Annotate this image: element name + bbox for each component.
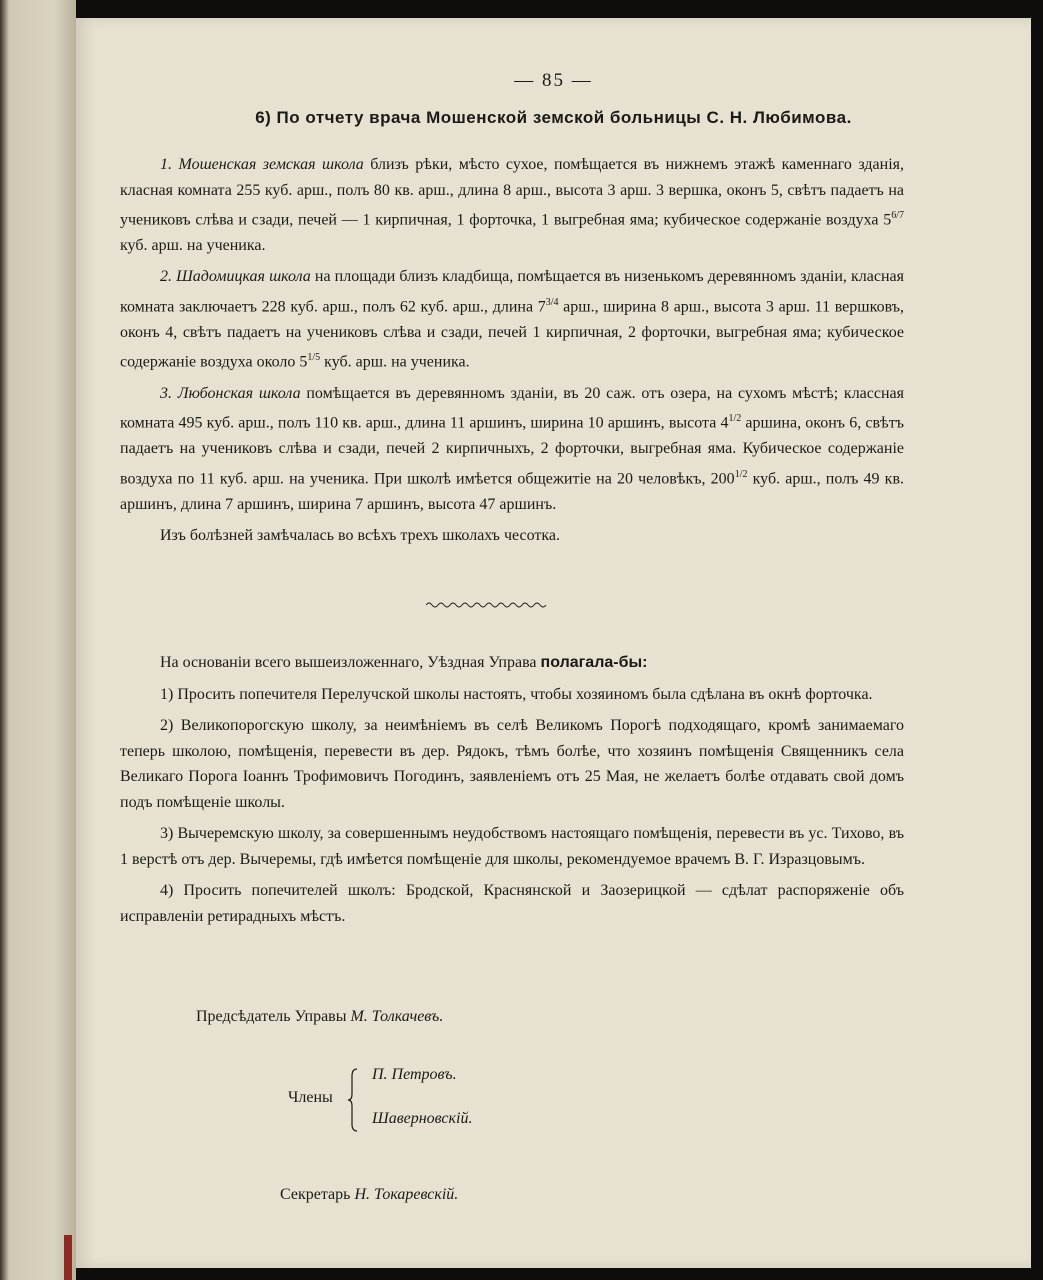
disease-note: Изъ болѣзней замѣчалась во всѣхъ трехъ школахъ чесотка. bbox=[160, 527, 561, 545]
secretary-label: Секретарь bbox=[280, 1186, 355, 1203]
school-text: арш., ширина 8 арш., высота 3 арш. 11 вершковъ, оконъ 4, свѣтъ падаетъ на учениковъ слѣва и сзади, печей 1 кирпичная, 2 форточки, выгребная яма; кубическое содержаніе воздуха около 5 bbox=[120, 298, 904, 371]
brace-icon bbox=[348, 1068, 358, 1132]
fraction: 3/4 bbox=[545, 296, 559, 308]
chair-label: Предсѣдатель Управы bbox=[196, 1008, 351, 1025]
resolution-intro bbox=[120, 650, 904, 676]
school-text: на площади близъ кладбища, помѣщается въ низенькомъ деревянномъ зданіи, класная комната заключаетъ 228 куб. арш., полъ 62 куб. арш., длина 7 bbox=[120, 268, 904, 316]
school-title: 3. Любонская школа bbox=[160, 384, 301, 402]
resolution-item-3: 3) Вычеремскую школу, за совершеннымъ неудобствомъ настоящаго помѣщенія, перевести въ ус. Тихово, въ 1 верстѣ отъ дер. Вычеремы, гдѣ имѣется помѣщеніе для школы, рекомендуемое врачемъ В. Г. Изразцовымъ. bbox=[120, 825, 904, 868]
section-heading: 6) По отчету врача Мошенской земской больницы С. Н. Любимова. bbox=[255, 108, 852, 127]
fraction: 6/7 bbox=[891, 210, 904, 221]
school-text: близъ рѣки, мѣсто сухое, помѣщается въ нижнемъ этажѣ каменнаго зданія, класная комната 255 куб. арш., полъ 80 кв. арш., длина 8 арш., высота 3 арш. 3 вершка, оконъ 5, свѣтъ падаетъ на учениковъ слѣва и сзади, печей — 1 кирпичная, 1 форточка, 1 выгребная яма; кубическое содержаніе воздуха 5 bbox=[120, 156, 904, 229]
fraction: 1/5 bbox=[307, 352, 321, 364]
school-reports bbox=[120, 152, 904, 555]
school-title: 2. Шадомицкая школа bbox=[160, 268, 311, 286]
school-title: 1. Мошенская земская школа bbox=[160, 156, 364, 173]
school-text: куб. арш. на ученика. bbox=[320, 353, 470, 371]
school-text: аршина, оконъ 6, свѣтъ падаетъ на учениковъ слѣва и сзади, печей 2 кирпичныхъ, 2 форточки, выгребная яма. Кубическое содержаніе воздуха по 11 куб. арш. на ученика. При школѣ имѣется общежитіе на 20 человѣкъ, 200 bbox=[120, 414, 904, 488]
school-paragraph-3 bbox=[120, 381, 904, 517]
school-text: помѣщается въ деревянномъ зданіи, въ 20 саж. отъ озера, на сухомъ мѣстѣ; классная комната 495 куб. арш., полъ 110 кв. арш., длина 11 аршинъ, ширина 10 аршинъ, высота 4 bbox=[120, 384, 905, 432]
member-name-2: Шаверновскій. bbox=[372, 1110, 473, 1127]
school-paragraph-2 bbox=[120, 264, 904, 375]
resolution-item-4: 4) Просить попечителей школъ: Бродской, Краснянской и Заозерицкой — сдѣлат распоряженіе объ исправленіи ретирадныхъ мѣстъ. bbox=[120, 882, 904, 925]
school-paragraph-1 bbox=[120, 152, 904, 258]
resolution-intro-text: На основаніи всего вышеизложеннаго, Уѣздная Управа bbox=[160, 654, 541, 671]
fraction: 1/2 bbox=[728, 413, 742, 425]
page-number: — 85 — bbox=[514, 70, 593, 91]
resolution-item-2: 2) Великопорогскую школу, за неимѣніемъ въ селѣ Великомъ Порогѣ подходящаго, кромѣ занимаемаго теперь школою, помѣщенія, перевести въ дер. Рядокъ, тѣмъ болѣе, что хозяинъ помѣщенія Священникъ села Великаго Порога Іоаннъ Трофимовичъ Погодинъ, заявленіемъ отъ 25 Мая, не желаетъ болѣе отдавать свой домъ подъ помѣщеніе школы. bbox=[120, 717, 904, 811]
school-text: куб. арш. на ученика. bbox=[120, 236, 266, 254]
fraction: 1/2 bbox=[734, 468, 748, 480]
member-name-1: П. Петровъ. bbox=[372, 1066, 457, 1083]
document-page bbox=[76, 18, 1031, 1268]
chair-name: М. Толкачевъ. bbox=[350, 1008, 444, 1025]
wavy-divider bbox=[426, 601, 548, 609]
resolution-section bbox=[120, 650, 904, 935]
resolution-intro-bold: полагала-бы: bbox=[540, 654, 648, 671]
school-text: куб. арш., полъ 49 кв. аршинъ, длина 7 аршинъ, ширина 7 аршинъ, высота 47 аршинъ. bbox=[120, 470, 904, 513]
resolution-item-1: 1) Просить попечителя Перелучской школы настоять, чтобы хозяиномъ была сдѣлана въ окнѣ форточка. bbox=[160, 685, 873, 703]
secretary-name: Н. Токаревскій. bbox=[354, 1186, 459, 1203]
previous-page-edge bbox=[0, 0, 76, 1280]
members-block bbox=[288, 1066, 588, 1136]
chairman-signature bbox=[196, 1008, 443, 1026]
binding-edge bbox=[64, 1235, 72, 1280]
secretary-signature bbox=[280, 1186, 458, 1204]
members-label: Члены bbox=[288, 1089, 333, 1106]
